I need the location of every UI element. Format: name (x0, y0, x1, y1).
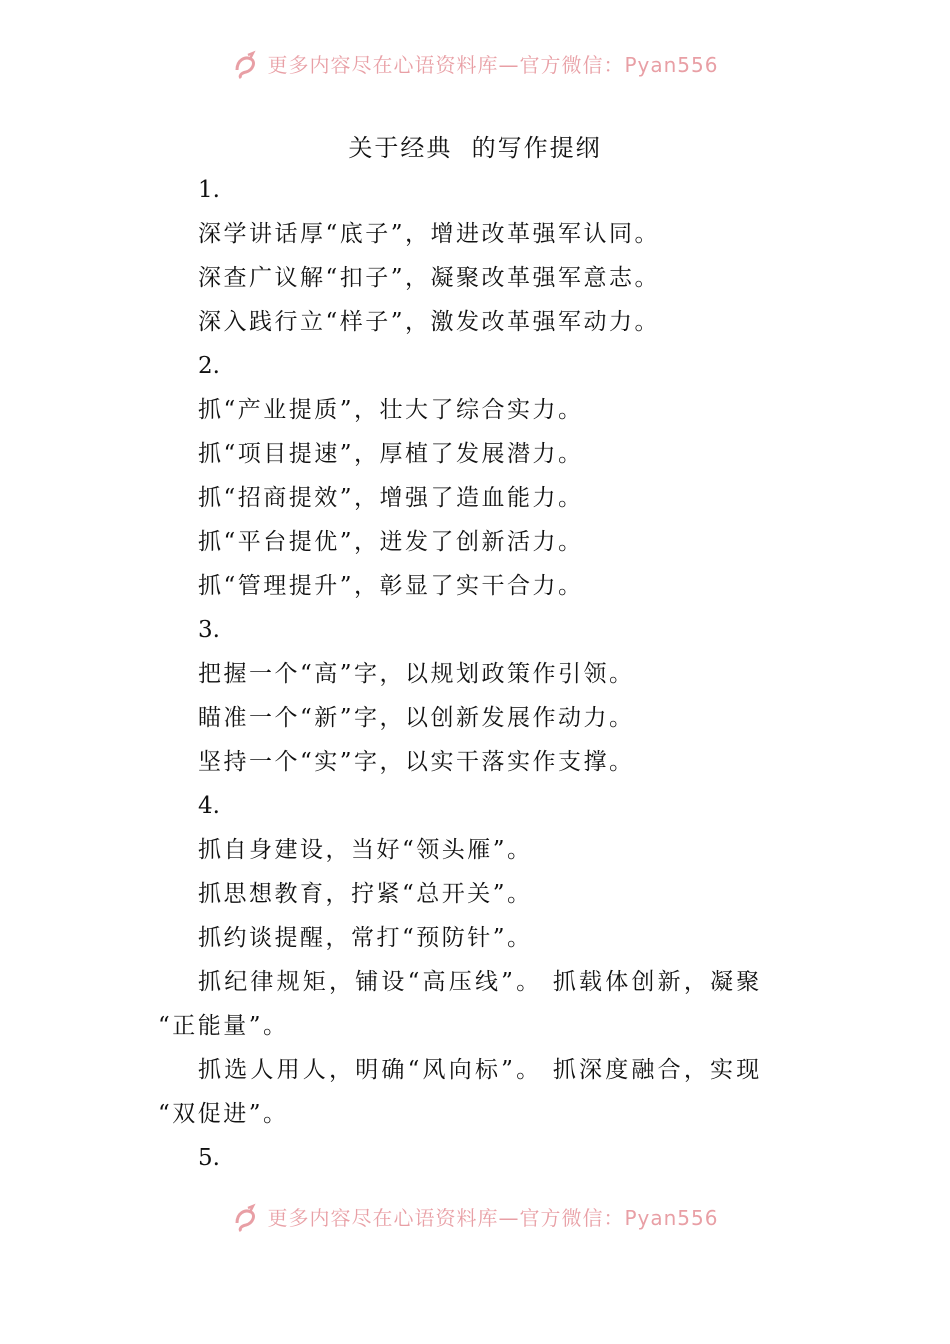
watermark-bottom (0, 1203, 950, 1243)
section-number: 5. (198, 1145, 220, 1171)
body-line: 抓自身建设，当好“领头雁”。 (198, 837, 533, 863)
body-line: 抓“招商提效”，增强了造血能力。 (198, 485, 584, 511)
body-line: 抓选人用人，明确“风向标”。 抓深度融合，实现 (198, 1057, 763, 1083)
body-line: 深入践行立“样子”，激发改革强军动力。 (198, 309, 661, 335)
body-line: 瞄准一个“新”字，以创新发展作动力。 (198, 705, 635, 731)
section-number: 1. (198, 177, 220, 203)
body-line: 抓“管理提升”，彰显了实干合力。 (198, 573, 584, 599)
document-body (158, 168, 808, 1180)
body-line: 抓纪律规矩，铺设“高压线”。 抓载体创新，凝聚 (198, 969, 763, 995)
watermark-top (0, 50, 950, 90)
body-line: “双促进”。 (158, 1101, 289, 1127)
body-line: 抓“产业提质”，壮大了综合实力。 (198, 397, 584, 423)
body-line: 抓“项目提速”，厚植了发展潜力。 (198, 441, 584, 467)
body-line: 深查广议解“扣子”，凝聚改革强军意志。 (198, 265, 661, 291)
section-number: 3. (198, 617, 220, 643)
watermark-logo-icon (231, 50, 261, 80)
section-number: 2. (198, 353, 220, 379)
watermark-logo-icon (231, 1203, 261, 1233)
body-line: 把握一个“高”字，以规划政策作引领。 (198, 661, 635, 687)
watermark-text: 更多内容尽在心语资料库—官方微信：Pyan556 (267, 1206, 719, 1230)
body-line: 坚持一个“实”字，以实干落实作支撑。 (198, 749, 635, 775)
body-line: 抓约谈提醒，常打“预防针”。 (198, 925, 533, 951)
body-line: 深学讲话厚“底子”，增进改革强军认同。 (198, 221, 661, 247)
body-line: 抓“平台提优”，迸发了创新活力。 (198, 529, 584, 555)
body-line: “正能量”。 (158, 1013, 289, 1039)
body-line: 抓思想教育，拧紧“总开关”。 (198, 881, 533, 907)
section-number: 4. (198, 793, 220, 819)
watermark-text: 更多内容尽在心语资料库—官方微信：Pyan556 (267, 53, 719, 77)
document-title: 关于经典 的写作提纲 (348, 134, 602, 162)
